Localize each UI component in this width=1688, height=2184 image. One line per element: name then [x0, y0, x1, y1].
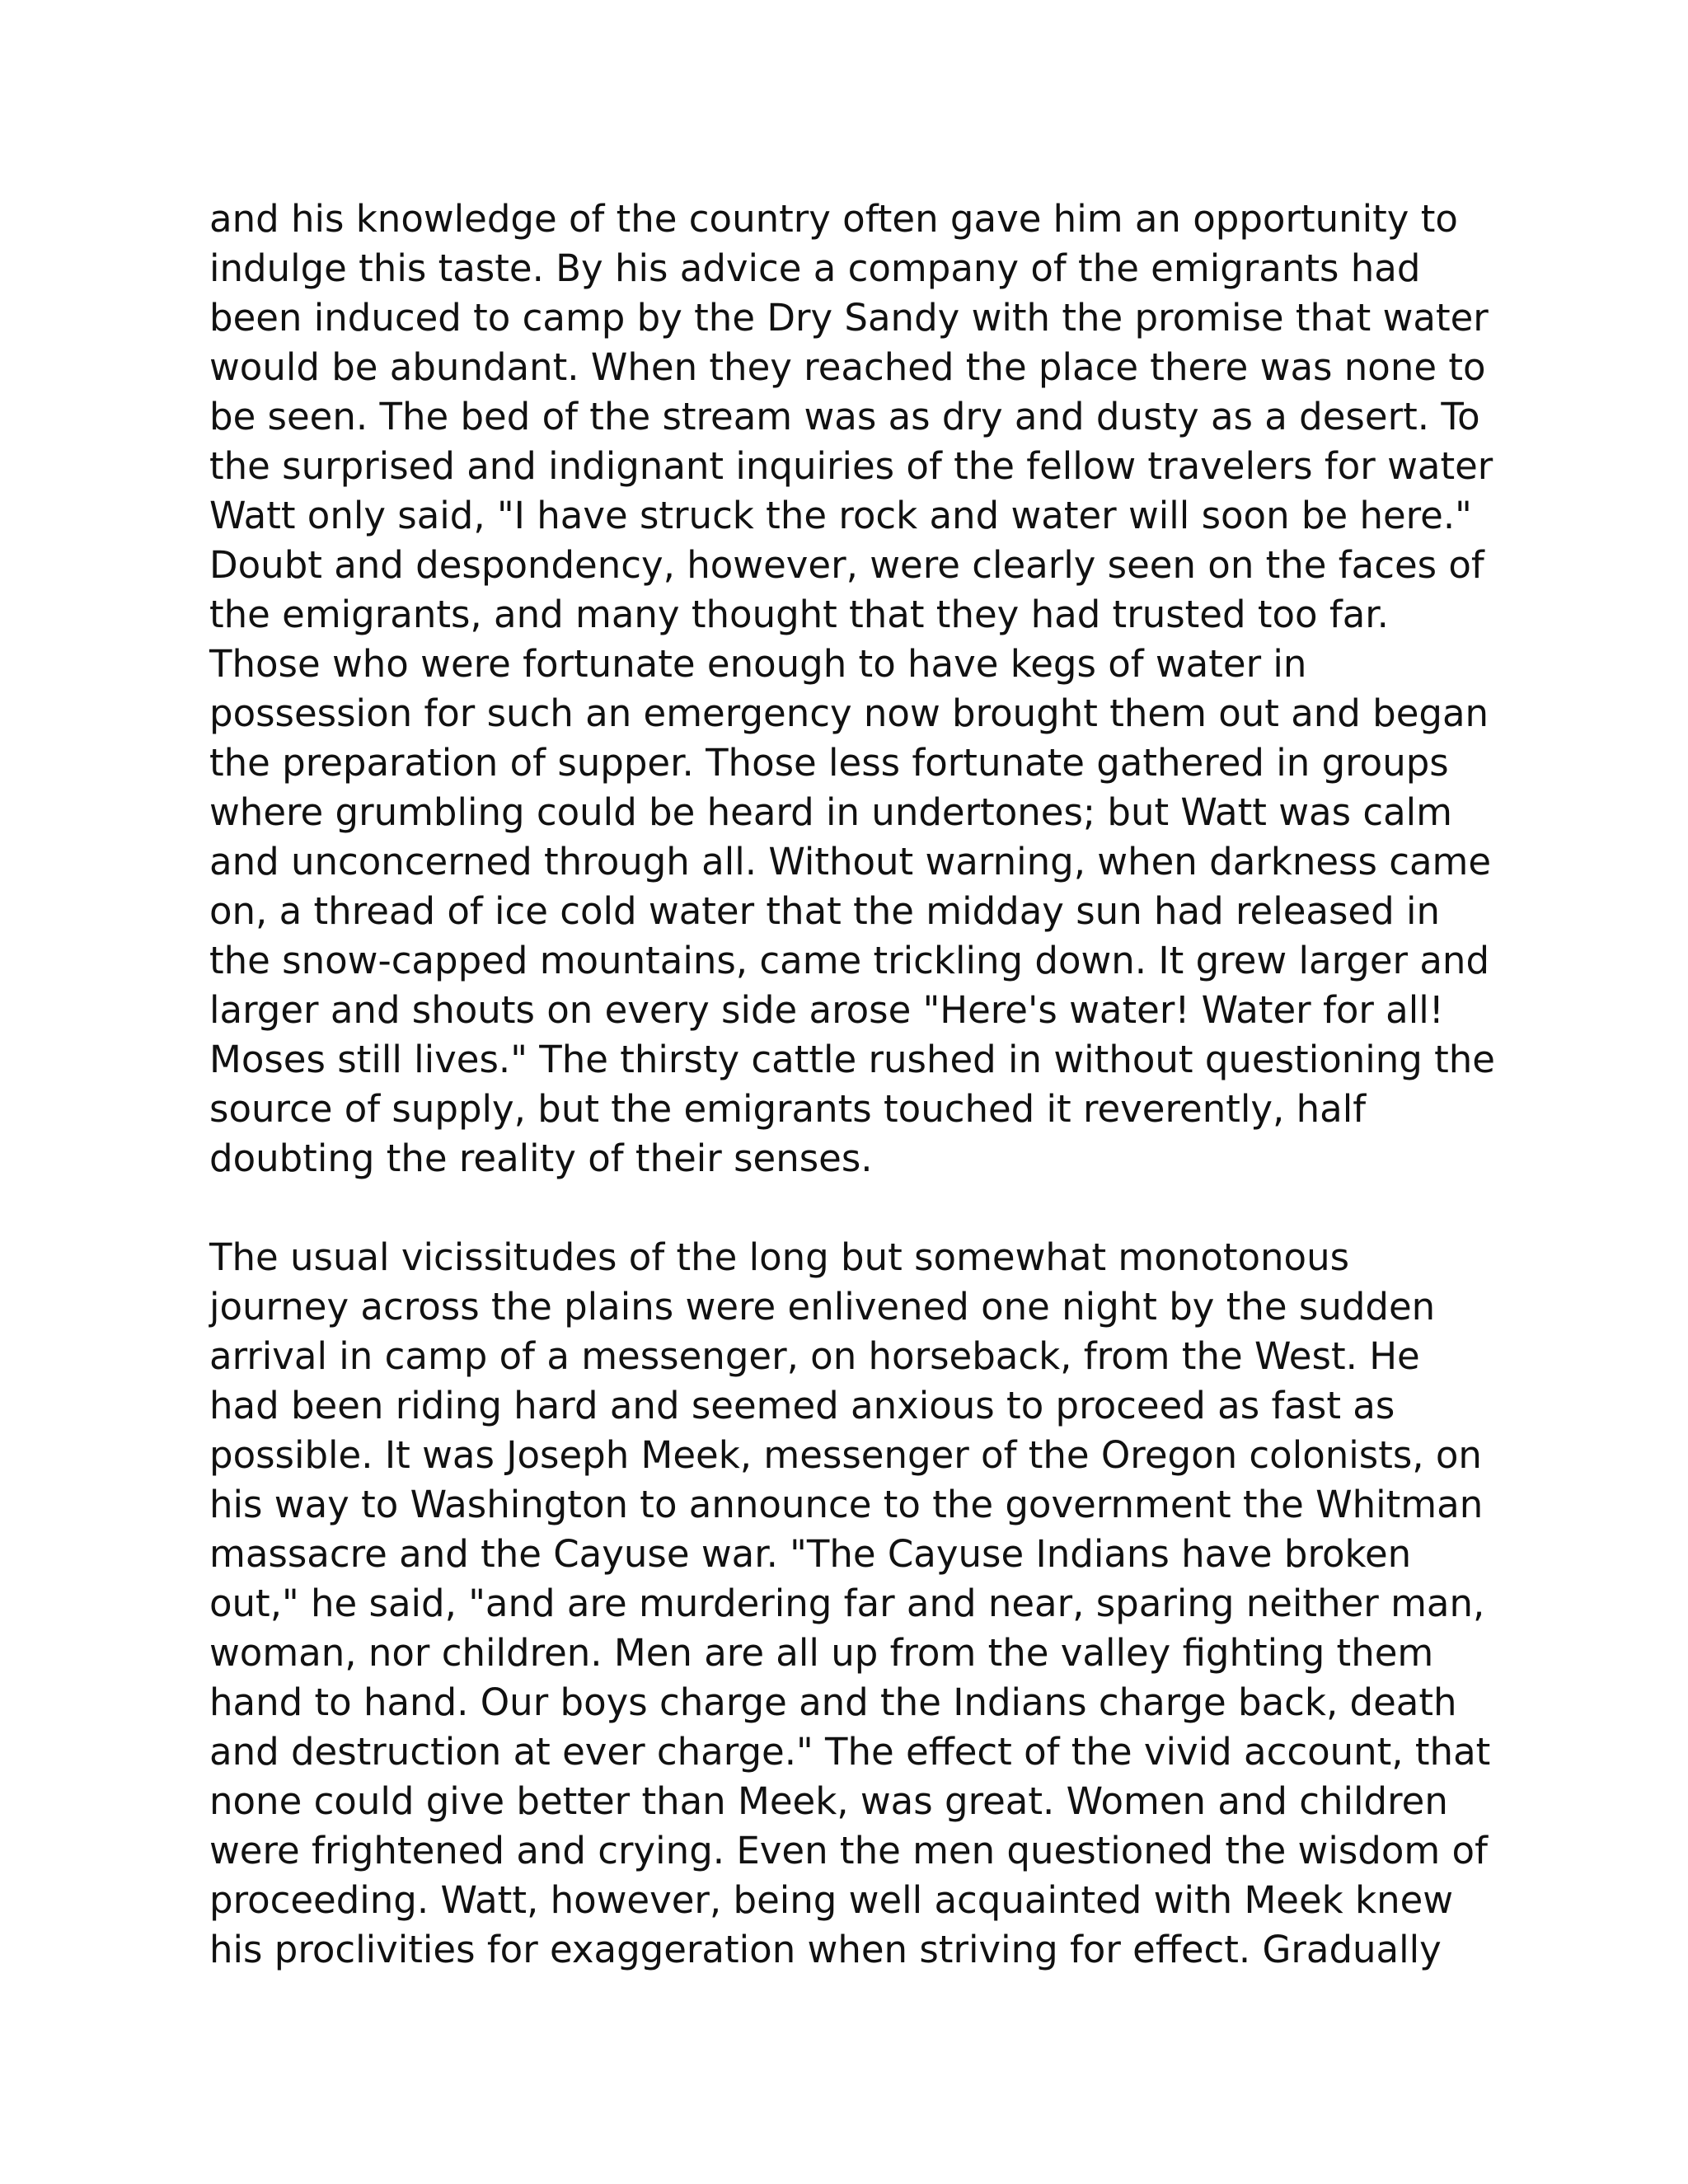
- text-line: Watt only said, "I have struck the rock and water will soon be here.": [209, 494, 1472, 537]
- text-line: been induced to camp by the Dry Sandy with the promise that water: [209, 296, 1489, 340]
- text-line: and destruction at ever charge." The effect of the vivid account, that: [209, 1730, 1491, 1774]
- text-line: would be abundant. When they reached the place there was none to: [209, 345, 1486, 389]
- text-line: his proclivities for exaggeration when striving for effect. Gradually: [209, 1928, 1442, 1971]
- text-line: The usual vicissitudes of the long but somewhat monotonous: [209, 1235, 1350, 1279]
- text-line: out," he said, "and are murdering far and near, sparing neither man,: [209, 1582, 1485, 1625]
- text-line: the preparation of supper. Those less fortunate gathered in groups: [209, 741, 1449, 785]
- text-line: were frightened and crying. Even the men questioned the wisdom of: [209, 1829, 1488, 1872]
- text-line: arrival in camp of a messenger, on horseback, from the West. He: [209, 1334, 1420, 1378]
- page-body: [209, 194, 1495, 1975]
- text-line: larger and shouts on every side arose "Here's water! Water for all!: [209, 988, 1444, 1032]
- text-line: had been riding hard and seemed anxious to proceed as fast as: [209, 1384, 1395, 1427]
- text-line: the emigrants, and many thought that they had trusted too far.: [209, 593, 1389, 636]
- text-line: his way to Washington to announce to the government the Whitman: [209, 1483, 1484, 1526]
- text-line: the snow-capped mountains, came trickling down. It grew larger and: [209, 939, 1490, 982]
- text-line: none could give better than Meek, was great. Women and children: [209, 1779, 1448, 1823]
- text-line: and unconcerned through all. Without warning, when darkness came: [209, 840, 1492, 883]
- text-line: hand to hand. Our boys charge and the Indians charge back, death: [209, 1680, 1457, 1724]
- text-line: be seen. The bed of the stream was as dry and dusty as a desert. To: [209, 395, 1480, 438]
- text-line: doubting the reality of their senses.: [209, 1137, 873, 1180]
- text-line: indulge this taste. By his advice a company of the emigrants had: [209, 246, 1421, 290]
- text-line: where grumbling could be heard in undertones; but Watt was calm: [209, 790, 1452, 834]
- text-line: Doubt and despondency, however, were clearly seen on the faces of: [209, 543, 1484, 587]
- text-line: proceeding. Watt, however, being well acquainted with Meek knew: [209, 1878, 1454, 1922]
- text-line: possession for such an emergency now brought them out and began: [209, 691, 1489, 735]
- text-line: on, a thread of ice cold water that the midday sun had released in: [209, 889, 1440, 933]
- text-line: possible. It was Joseph Meek, messenger of the Oregon colonists, on: [209, 1433, 1482, 1477]
- paragraph-water: [209, 194, 1495, 1183]
- text-line: Moses still lives." The thirsty cattle rushed in without questioning the: [209, 1038, 1495, 1081]
- text-line: journey across the plains were enlivened one night by the sudden: [209, 1285, 1436, 1329]
- paragraph-messenger: [209, 1233, 1495, 1975]
- text-line: source of supply, but the emigrants touched it reverently, half: [209, 1087, 1367, 1131]
- text-line: woman, nor children. Men are all up from the valley fighting them: [209, 1631, 1434, 1675]
- text-line: massacre and the Cayuse war. "The Cayuse Indians have broken: [209, 1532, 1412, 1576]
- text-line: and his knowledge of the country often gave him an opportunity to: [209, 197, 1458, 241]
- text-line: Those who were fortunate enough to have kegs of water in: [209, 642, 1307, 686]
- text-line: the surprised and indignant inquiries of the fellow travelers for water: [209, 444, 1493, 488]
